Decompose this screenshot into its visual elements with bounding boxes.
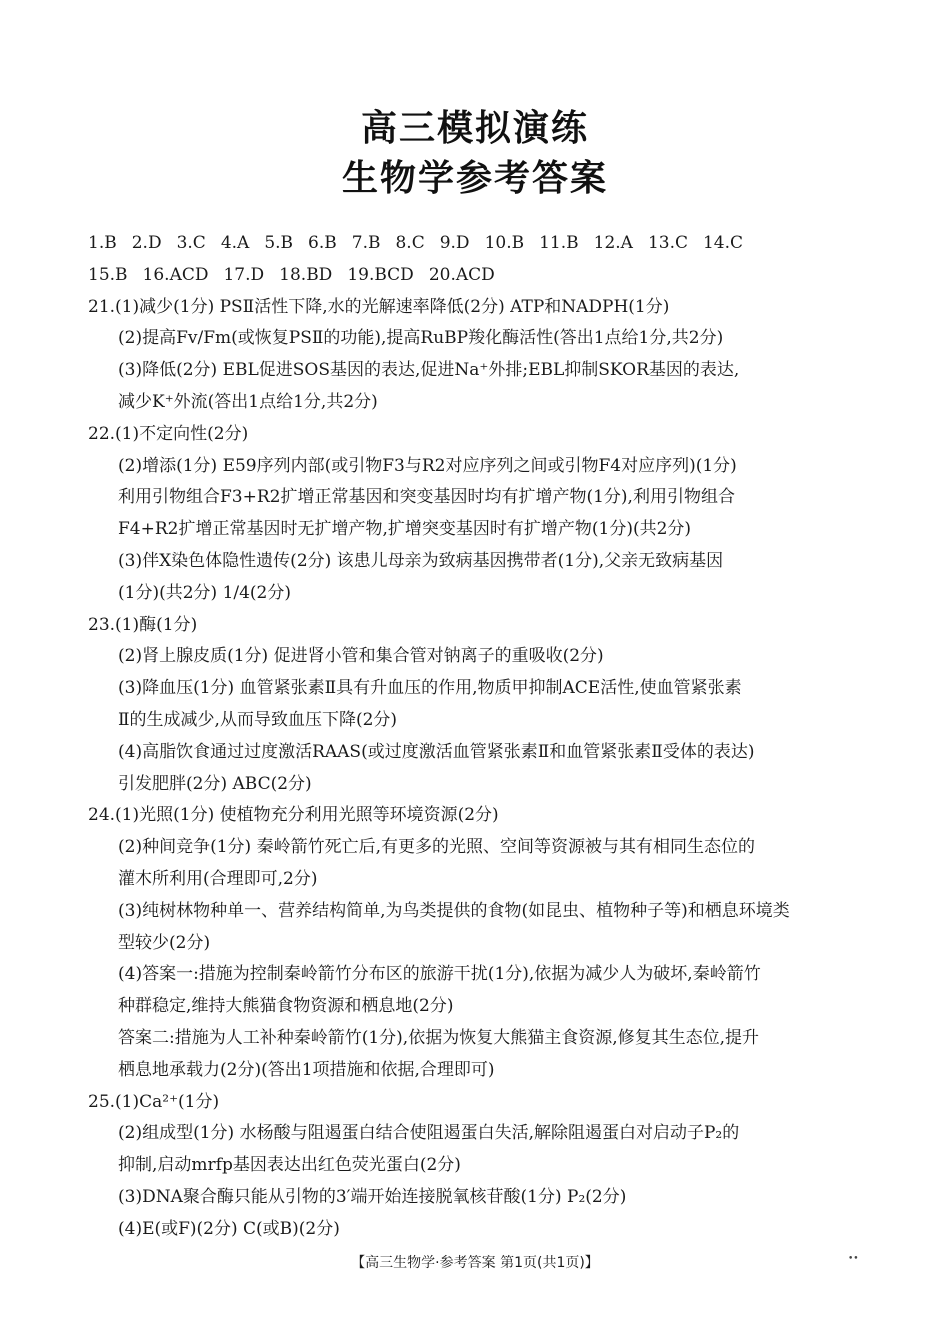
mc-answer: 13.C [647,233,688,253]
mc-answer: 9.D [439,233,470,253]
mc-answer: 4.A [220,233,250,253]
answer-line: (4)E(或F)(2分) C(或B)(2分) [118,1218,340,1239]
mc-answer: 10.B [484,233,525,253]
mc-answer: 19.BCD [347,264,414,285]
mc-answer: 1.B [88,233,117,253]
answer-line: 利用引物组合F3+R2扩增正常基因和突变基因时均有扩增产物(1分),利用引物组合 [118,487,735,508]
answer-line: (2)组成型(1分) 水杨酸与阻遏蛋白结合使阻遏蛋白失活,解除阻遏蛋白对启动子P₂的 [118,1123,740,1144]
mc-answer: 3.C [176,233,206,253]
mc-answer: 20.ACD [428,264,495,285]
answer-line: 种群稳定,维持大熊猫食物资源和栖息地(2分) [118,996,454,1017]
mc-answer: 18.BD [279,264,333,285]
answer-line: 21.(1)减少(1分) PSⅡ活性下降,水的光解速率降低(2分) ATP和NADPH(1分) [88,296,670,317]
mc-answer: 5.B [264,233,294,253]
mc-answer: 2.D [131,233,162,253]
answer-line: (3)降血压(1分) 血管紧张素Ⅱ具有升血压的作用,物质甲抑制ACE活性,使血管紧张素 [118,678,742,699]
answer-line: (2)提高Fv/Fm(或恢复PSⅡ的功能),提高RuBP羧化酶活性(答出1点给1分,共2分) [118,328,724,349]
answer-line: 减少K⁺外流(答出1点给1分,共2分) [118,391,378,412]
answer-line: 25.(1)Ca²⁺(1分) [88,1091,220,1112]
answer-line: 22.(1)不定向性(2分) [88,423,249,444]
answer-lines [88,292,868,1246]
answer-line: 灌木所利用(合理即可,2分) [118,868,318,889]
mc-answer: 12.A [593,233,633,253]
mc-answer: 11.B [539,233,579,253]
answer-line: (1分)(共2分) 1/4(2分) [118,582,292,603]
answer-line: (3)DNA聚合酶只能从引物的3′端开始连接脱氧核苷酸(1分) P₂(2分) [118,1186,627,1207]
answer-line: 24.(1)光照(1分) 使植物充分利用光照等环境资源(2分) [88,805,499,826]
answer-line: (3)纯树林物种单一、营养结构简单,为鸟类提供的食物(如昆虫、植物种子等)和栖息环境类 [118,900,790,921]
answer-line: F4+R2扩增正常基因时无扩增产物,扩增突变基因时有扩增产物(1分)(共2分) [118,519,692,540]
mc-answer: 8.C [395,233,425,253]
answer-line: (2)增添(1分) E59序列内部(或引物F3与R2对应序列之间或引物F4对应序列)(1分) [118,455,737,476]
answer-line: 型较少(2分) [118,932,211,953]
corner-mark: •• [848,1254,859,1264]
answer-line: (2)种间竞争(1分) 秦岭箭竹死亡后,有更多的光照、空间等资源被与其有相同生态位的 [118,837,755,858]
mc-answer: 6.B [308,233,337,253]
answer-line: (3)降低(2分) EBL促进SOS基因的表达,促进Na⁺外排;EBL抑制SKOR基因的表达, [118,360,740,381]
page-footer: 【高三生物学·参考答案 第1页(共1页)】 [351,1255,599,1271]
answer-line: (4)答案一:措施为控制秦岭箭竹分布区的旅游干扰(1分),依据为减少人为破坏,秦岭箭竹 [118,964,761,985]
page-subtitle: 生物学参考答案 [341,158,608,199]
mc-answer: 14.C [702,233,744,253]
answer-line: Ⅱ的生成减少,从而导致血压下降(2分) [118,709,398,730]
answer-content [88,228,868,1246]
mc-answer: 7.B [351,233,381,253]
answer-line: 栖息地承载力(2分)(答出1项措施和依据,合理即可) [118,1059,495,1080]
answer-line: 引发肥胖(2分) ABC(2分) [118,773,312,794]
answer-line: 答案二:措施为人工补种秦岭箭竹(1分),依据为恢复大熊猫主食资源,修复其生态位,提升 [118,1027,760,1048]
mc-answer: 16.ACD [142,264,209,285]
answer-line: 抑制,启动mrfp基因表达出红色荧光蛋白(2分) [118,1155,461,1176]
mc-answers-row-2 [88,260,868,292]
answer-line: (3)伴X染色体隐性遗传(2分) 该患儿母亲为致病基因携带者(1分),父亲无致病基因 [118,550,724,571]
mc-answer: 15.B [88,264,128,285]
mc-answer: 17.D [223,264,265,285]
mc-answers-row-1 [88,228,868,260]
answer-line: (4)高脂饮食通过过度激活RAAS(或过度激活血管紧张素Ⅱ和血管紧张素Ⅱ受体的表达) [118,741,755,762]
answer-line: (2)肾上腺皮质(1分) 促进肾小管和集合管对钠离子的重吸收(2分) [118,646,604,667]
page-title: 高三模拟演练 [360,108,589,149]
answer-line: 23.(1)酶(1分) [88,614,198,635]
